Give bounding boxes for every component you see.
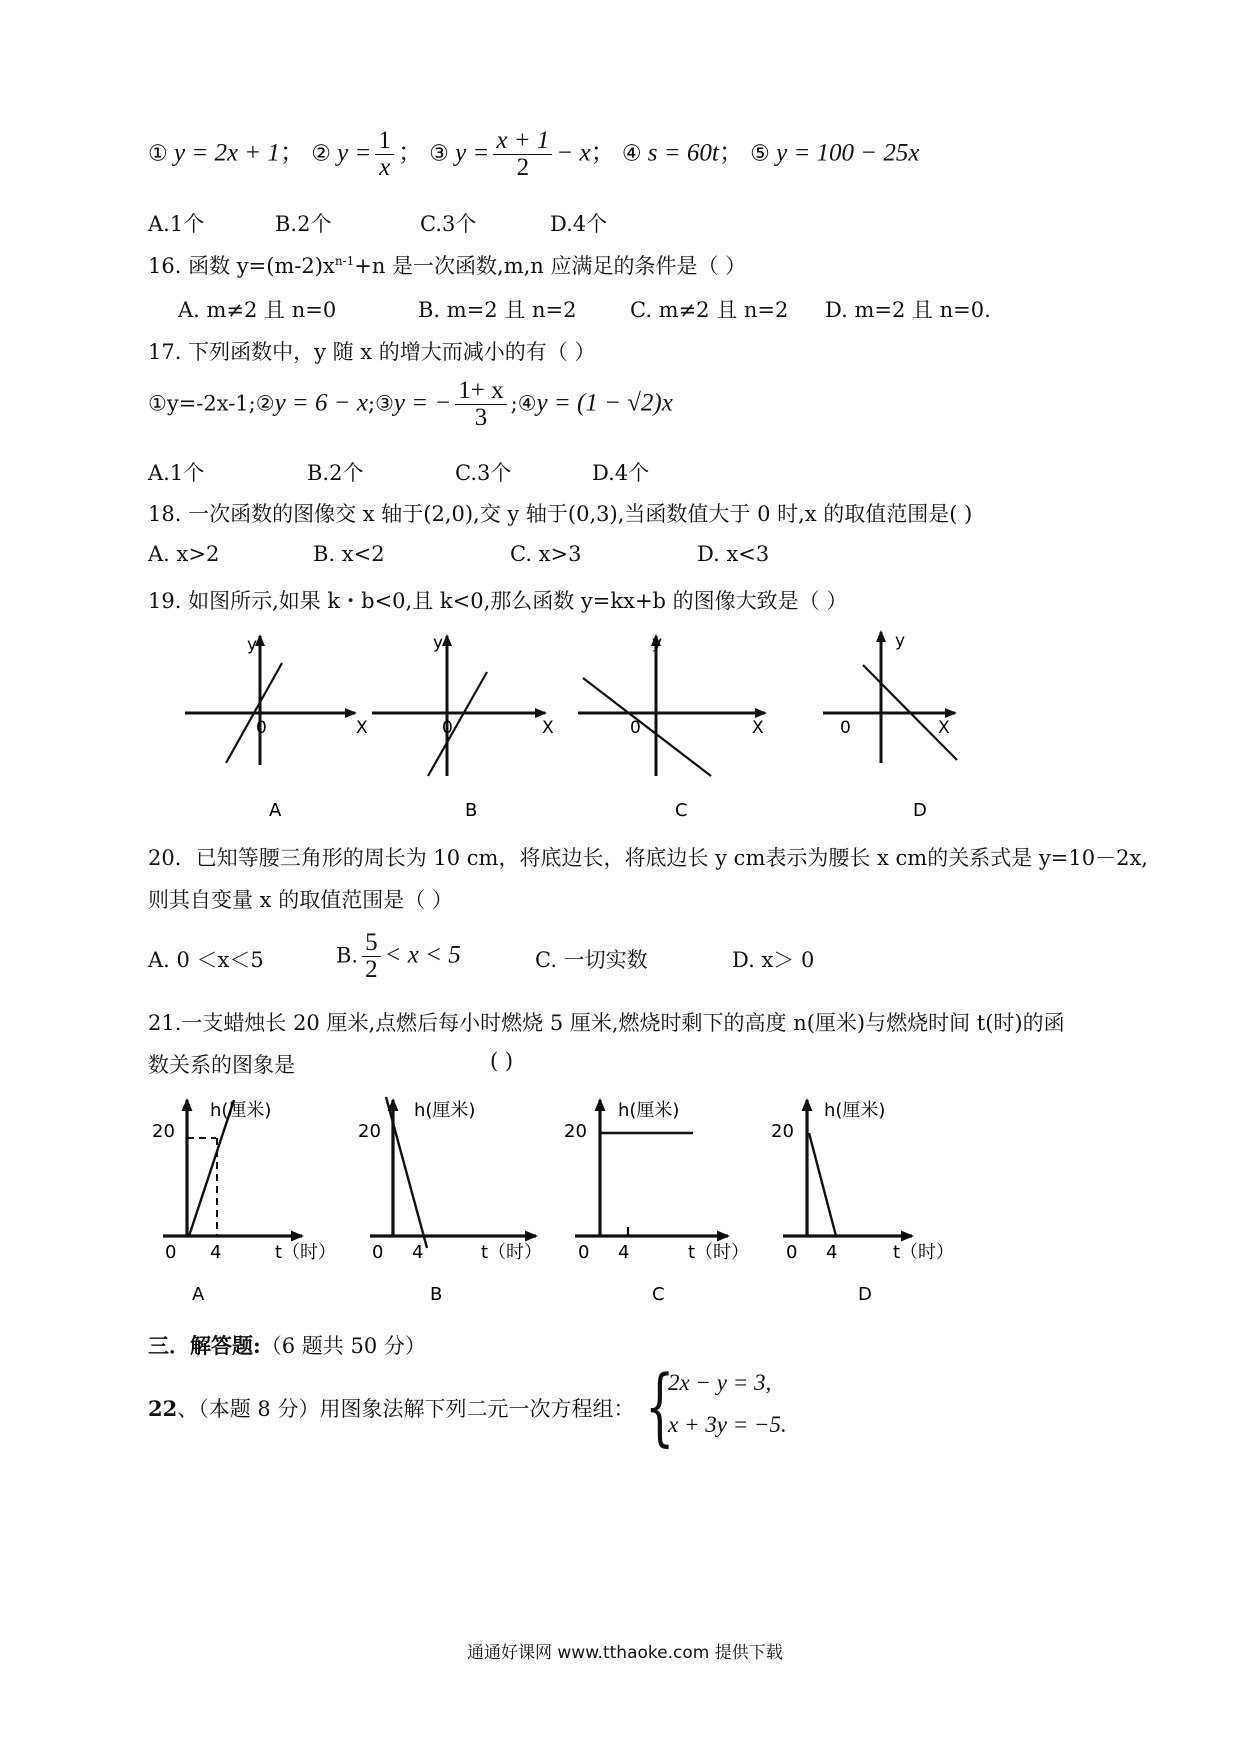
q19-c-origin: 0 [630, 718, 641, 738]
q21-a-x-value: 4 [210, 1242, 222, 1263]
q20-option-d: D. x＞ 0 [732, 948, 815, 972]
q21-label-a: A [192, 1284, 205, 1305]
q21-b-h-label: h(厘米) [414, 1100, 476, 1121]
q17-option-d: D.4个 [592, 461, 650, 485]
q19-stem: 19. 如图所示,如果 k・b<0,且 k<0,那么函数 y=kx+b 的图像大致是（ ） [148, 589, 848, 613]
q22-equation-2: x + 3y = −5. [668, 1412, 787, 1437]
q17-option-b: B.2个 [307, 461, 364, 485]
q19-label-d: D [913, 800, 927, 821]
q22-stem: 22、（本题 8 分）用图象法解下列二元一次方程组： [148, 1396, 635, 1421]
q20-option-c: C. 一切实数 [535, 948, 648, 972]
q21-line-1: 21.一支蜡烛长 20 厘米,点燃后每小时燃烧 5 厘米,燃烧时剩下的高度 n(厘米)与燃烧时间 t(时)的函 [148, 1011, 1065, 1035]
q21-b-y-value: 20 [358, 1121, 381, 1142]
q19-graph-b [372, 633, 554, 776]
q19-graph-c [578, 633, 765, 776]
q15-option-c: C.3个 [420, 212, 477, 236]
q21-graph-b [358, 1097, 542, 1263]
q19-label-c: C [675, 800, 688, 821]
q16-option-a: A. m≠2 且 n=0 [178, 298, 337, 322]
q17-option-c: C.3个 [455, 461, 512, 485]
q21-c-t-label: t（时） [688, 1242, 750, 1263]
q18-option-c: C. x>3 [510, 542, 582, 566]
q15-option-a: A.1个 [148, 212, 205, 236]
q15-formula-line: ① y = 2x + 1； ② y = $\frac{1}{x}$ ； ③ y = $\frac{x + 1}{2}$ − x； ④ s = 60t； ⑤ y = 100 − 25x [148, 127, 920, 182]
q19-a-x-label: X [356, 718, 368, 738]
q21-graphs [0, 1085, 1240, 1305]
q21-label-c: C [652, 1284, 665, 1305]
q19-a-y-label: y [247, 635, 258, 655]
q21-b-t-label: t（时） [481, 1242, 543, 1263]
q21-answer-paren: ( ) [490, 1049, 514, 1073]
q16-option-c: C. m≠2 且 n=2 [630, 298, 789, 322]
q19-d-origin: 0 [840, 718, 851, 738]
q21-b-origin: 0 [372, 1242, 384, 1263]
q21-a-t-label: t（时） [275, 1242, 337, 1263]
q18-option-d: D. x<3 [697, 542, 770, 566]
q21-line-2: 数关系的图象是 [148, 1053, 295, 1077]
q19-c-y-label: y [652, 633, 663, 653]
q19-c-x-label: X [752, 718, 764, 738]
q19-label-b: B [465, 800, 478, 821]
q21-c-x-value: 4 [618, 1242, 630, 1263]
q19-graph-d [823, 631, 957, 763]
q20-option-b: B. $\frac{5}{2}$ < x < 5 [336, 929, 461, 984]
q20-line-1: 20．已知等腰三角形的周长为 10 cm，将底边长，将底边长 y cm表示为腰长 x cm的关系式是 y=10－2x, [148, 846, 1148, 870]
q21-c-h-label: h(厘米) [618, 1100, 680, 1121]
page-footer: 通通好课网 www.tthaoke.com 提供下载 [467, 1643, 783, 1663]
q22-brace: { [645, 1357, 675, 1455]
q18-option-b: B. x<2 [313, 542, 385, 566]
q17-formula-line: ①y=-2x-1;②y = 6 − x;③y = − $\frac{1+ x}{3}$ ;④y = (1 − √2)x [148, 377, 673, 432]
q21-d-line [809, 1133, 836, 1236]
q21-c-origin: 0 [578, 1242, 590, 1263]
q21-graph-a [152, 1100, 336, 1263]
q19-d-x-label: X [938, 718, 950, 738]
q21-d-h-label: h(厘米) [824, 1100, 886, 1121]
q19-graphs [0, 620, 1240, 835]
q19-b-x-label: X [542, 718, 554, 738]
q19-b-line [428, 672, 487, 776]
q21-d-t-label: t（时） [893, 1242, 955, 1263]
q15-option-d: D.4个 [550, 212, 608, 236]
q21-label-d: D [858, 1284, 872, 1305]
q21-d-origin: 0 [786, 1242, 798, 1263]
q16-option-b: B. m=2 且 n=2 [418, 298, 577, 322]
q21-graph-c [564, 1100, 749, 1263]
q21-a-y-value: 20 [152, 1121, 175, 1142]
q18-option-a: A. x>2 [148, 542, 220, 566]
q19-c-line [583, 678, 711, 776]
q17-stem: 17. 下列函数中，y 随 x 的增大而减小的有（ ） [148, 340, 596, 364]
q19-label-a: A [269, 800, 282, 821]
q21-a-origin: 0 [165, 1242, 177, 1263]
q21-a-h-label: h(厘米) [210, 1100, 272, 1121]
q19-b-origin: 0 [442, 718, 453, 738]
q21-d-y-value: 20 [771, 1121, 794, 1142]
q16-option-d: D. m=2 且 n=0. [825, 298, 991, 322]
q21-graph-d [771, 1100, 954, 1263]
q16-stem: 16. 函数 $y=(m-2)x^{n-1}+n$ 是一次函数,m,n 应满足的条件是（ ） [148, 254, 747, 278]
q20-option-a: A. 0 ＜x＜5 [148, 948, 264, 972]
q15-option-b: B.2个 [275, 212, 332, 236]
q19-a-origin: 0 [256, 718, 267, 738]
q18-stem: 18. 一次函数的图像交 x 轴于(2,0),交 y 轴于(0,3),当函数值大于 0 时,x 的取值范围是( ) [148, 502, 973, 526]
q19-d-y-label: y [895, 631, 906, 651]
q21-label-b: B [430, 1284, 443, 1305]
q21-b-x-value: 4 [412, 1242, 424, 1263]
q21-d-x-value: 4 [826, 1242, 838, 1263]
q17-option-a: A.1个 [148, 461, 205, 485]
q22-equation-1: 2x − y = 3, [668, 1370, 772, 1395]
q19-b-y-label: y [433, 633, 444, 653]
section-3-heading: 三．解答题:（6 题共 50 分） [148, 1333, 426, 1358]
q21-c-y-value: 20 [564, 1121, 587, 1142]
q20-line-2: 则其自变量 x 的取值范围是（ ） [148, 888, 453, 912]
q19-graph-a [185, 635, 368, 765]
